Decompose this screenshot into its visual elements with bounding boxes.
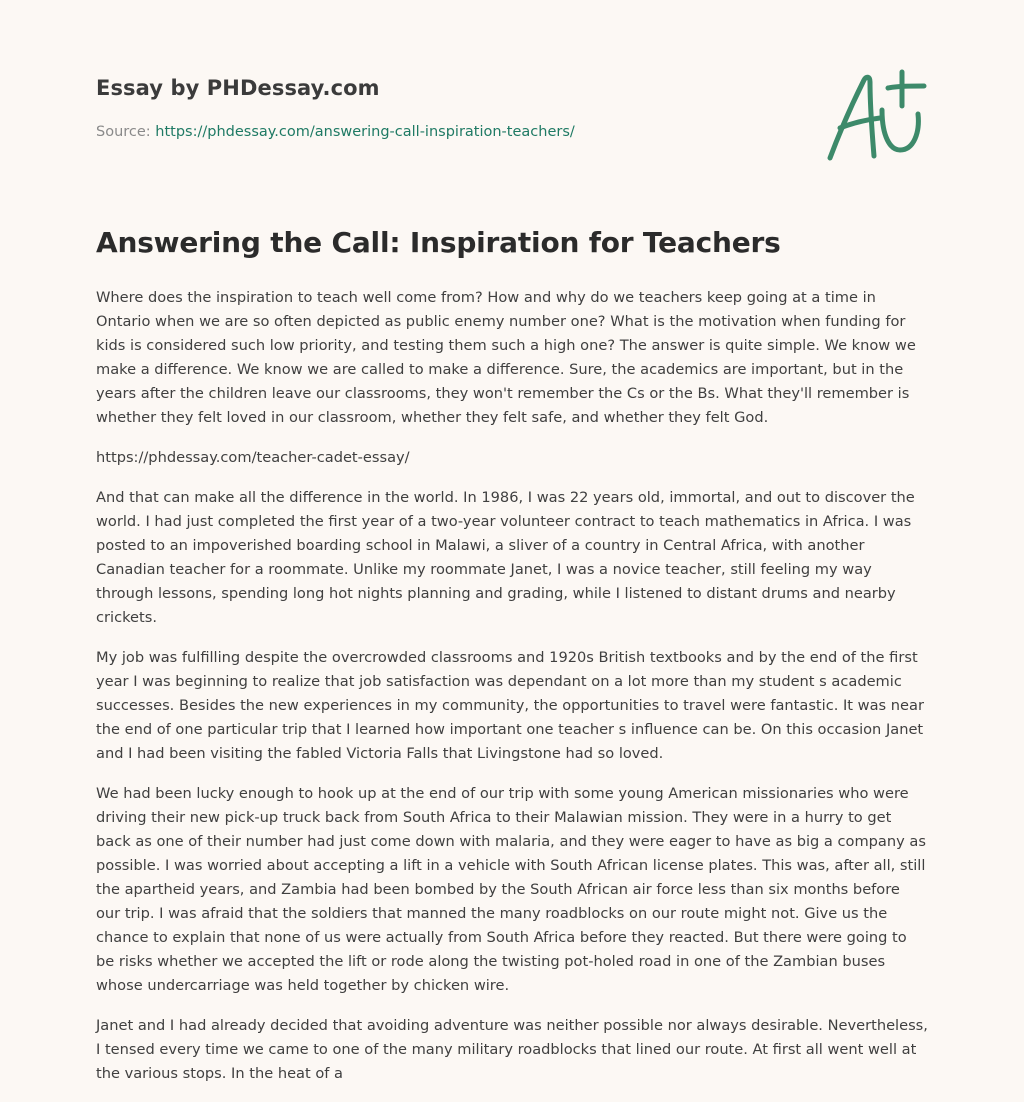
essay-paragraph: Where does the inspiration to teach well come from? How and why do we teachers keep going at a time in Ontario when we are so often depicted as public enemy number one? What is the motivation when funding for kids is considered such low priority, and testing them such a high one? The answer is quite simple. We know we make a difference. We know we are called to make a difference. Sure, the academics are important, but in the years after the children leave our classrooms, they won't remember the Cs or the Bs. What they'll remember is whether they felt loved in our classroom, whether they felt safe, and whether they felt God. — [96, 289, 916, 426]
a-plus-logo-icon — [820, 66, 930, 166]
source-line — [96, 124, 575, 140]
site-brand: Essay by PHDessay.com — [96, 76, 380, 100]
related-essay-link[interactable]: https://phdessay.com/teacher-cadet-essay/ — [96, 449, 410, 466]
source-link[interactable]: https://phdessay.com/answering-call-inspiration-teachers/ — [155, 124, 575, 140]
essay-body — [96, 286, 928, 1102]
essay-paragraph: We had been lucky enough to hook up at the end of our trip with some young American missionaries who were driving their new pick-up truck back from South Africa to their Malawian mission. They were in a hurry to get back as one of their number had just come down with malaria, and they were eager to have as big a company as possible. I was worried about accepting a lift in a vehicle with South African license plates. This was, after all, still the apartheid years, and Zambia had been bombed by the South African air force less than six months before our trip. I was afraid that the soldiers that manned the many roadblocks on our route might not. Give us the chance to explain that none of us were actually from South Africa before they reacted. But there were going to be risks whether we accepted the lift or rode along the twisting pot-holed road in one of the Zambian buses whose undercarriage was held together by chicken wire. — [96, 785, 926, 994]
essay-paragraph: Janet and I had already decided that avoiding adventure was neither possible nor always desirable. Nevertheless, I tensed every time we came to one of the many military roadblocks that lined our route. At first all went well at the various stops. In the heat of a — [96, 1017, 928, 1082]
essay-paragraph: My job was fulfilling despite the overcrowded classrooms and 1920s British textbooks and by the end of the first year I was beginning to realize that job satisfaction was dependant on a lot more than my student s academic successes. Besides the new experiences in my community, the opportunities to travel were fantastic. It was near the end of one particular trip that I learned how important one teacher s influence can be. On this occasion Janet and I had been visiting the fabled Victoria Falls that Livingstone had so loved. — [96, 649, 924, 762]
source-label: Source: — [96, 124, 156, 140]
essay-title: Answering the Call: Inspiration for Teachers — [96, 226, 781, 259]
essay-paragraph: And that can make all the difference in the world. In 1986, I was 22 years old, immortal, and out to discover the world. I had just completed the first year of a two-year volunteer contract to teach mathematics in Africa. I was posted to an impoverished boarding school in Malawi, a sliver of a country in Central Africa, with another Canadian teacher for a roommate. Unlike my roommate Janet, I was a novice teacher, still feeling my way through lessons, spending long hot nights planning and grading, while I listened to distant drums and nearby crickets. — [96, 489, 915, 626]
